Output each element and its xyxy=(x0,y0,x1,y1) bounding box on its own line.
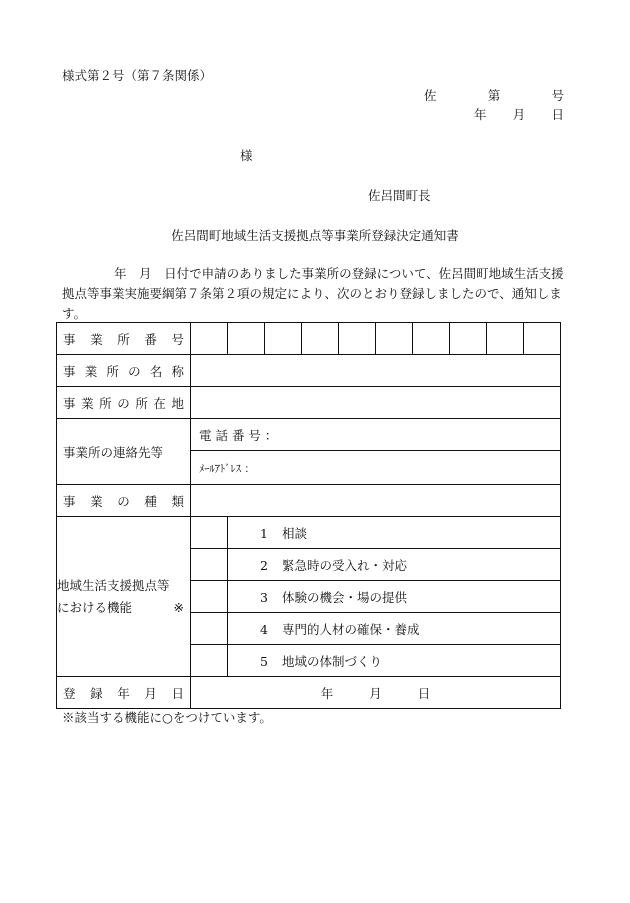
label-char: 名 xyxy=(149,363,163,379)
phone-field[interactable] xyxy=(191,419,561,451)
label-char: 所 xyxy=(106,363,119,379)
function-label xyxy=(57,517,191,677)
label-char: 所 xyxy=(117,331,130,347)
office-number-row xyxy=(57,323,561,355)
label-char: 番 xyxy=(144,331,157,347)
label-char: 年 xyxy=(117,685,130,701)
office-number-label xyxy=(57,323,191,355)
office-number-digit-box[interactable] xyxy=(487,323,524,355)
label-char: 事 xyxy=(63,363,76,379)
label-char: 所 xyxy=(99,395,112,411)
email-label: ﾒｰﾙｱﾄﾞﾚｽ ： xyxy=(199,462,255,475)
registration-info-table xyxy=(56,322,561,709)
office-number-digit-box[interactable] xyxy=(376,323,413,355)
label-char: 称 xyxy=(171,363,184,379)
label-char: 所 xyxy=(135,395,148,411)
function-check-cell[interactable] xyxy=(191,645,228,677)
label-char: の xyxy=(117,493,130,509)
function-item xyxy=(228,645,561,677)
business-type-field[interactable] xyxy=(191,485,561,517)
function-number: 3 xyxy=(260,589,268,605)
function-check-cell[interactable] xyxy=(191,613,228,645)
office-address-row xyxy=(57,387,561,419)
recipient-honorific: 様 xyxy=(240,148,253,163)
function-text: 専門的人材の確保・養成 xyxy=(282,621,420,637)
label-char: 日 xyxy=(171,685,184,701)
issue-date-year: 年 xyxy=(474,107,487,122)
label-char: 登 xyxy=(63,685,76,701)
office-address-field[interactable] xyxy=(191,387,561,419)
body-paragraph: 日付で申請のありました事業所の登録について、佐呂間町地域生活支援拠点等事業実施要綱第７条第２項の規定により、次のとおり登録しましたので、通知します。 xyxy=(62,266,564,321)
office-number-digit-box[interactable] xyxy=(228,323,265,355)
issuer: 佐呂間町長 xyxy=(368,188,431,203)
registration-day: 日 xyxy=(417,685,431,701)
registration-date-field[interactable] xyxy=(191,677,561,709)
function-number: 2 xyxy=(260,557,268,573)
function-row xyxy=(57,517,561,549)
label-char: 類 xyxy=(171,493,184,509)
registration-date-label xyxy=(57,677,191,709)
function-check-cell[interactable] xyxy=(191,581,228,613)
document-number xyxy=(424,86,564,104)
label-char: の xyxy=(128,363,141,379)
office-number-digit-box[interactable] xyxy=(524,323,561,355)
registration-month: 月 xyxy=(369,685,382,701)
contact-phone-row xyxy=(57,419,561,451)
function-text: 緊急時の受入れ・対応 xyxy=(282,557,408,573)
business-type-row xyxy=(57,485,561,517)
function-note-mark: ※ xyxy=(173,599,184,615)
issue-date-month: 月 xyxy=(512,107,526,122)
body-year: 年 xyxy=(114,266,127,281)
label-char: 録 xyxy=(90,685,103,701)
office-number-digit-box[interactable] xyxy=(413,323,450,355)
registration-date-row xyxy=(57,677,561,709)
function-check-cell[interactable] xyxy=(191,517,228,549)
function-text: 体験の機会・場の提供 xyxy=(282,589,408,605)
label-char: 業 xyxy=(81,395,94,411)
office-number-digit-box[interactable] xyxy=(191,323,228,355)
office-number-digit-box[interactable] xyxy=(450,323,487,355)
label-char: 業 xyxy=(90,331,103,347)
label-char: 月 xyxy=(144,685,157,701)
issue-date xyxy=(474,105,564,123)
registration-year: 年 xyxy=(320,685,334,701)
function-number: 4 xyxy=(260,621,268,637)
function-text: 地域の体制づくり xyxy=(282,653,383,669)
issue-date-day: 日 xyxy=(551,107,564,122)
doc-number-prefix: 佐 xyxy=(424,88,437,103)
label-char: 在 xyxy=(153,395,166,411)
office-number-digit-box[interactable] xyxy=(302,323,339,355)
label-char: 号 xyxy=(171,331,184,347)
business-type-label xyxy=(57,485,191,517)
label-char: 事 xyxy=(63,395,76,411)
function-item xyxy=(228,581,561,613)
function-item xyxy=(228,517,561,549)
function-item xyxy=(228,549,561,581)
function-check-cell[interactable] xyxy=(191,549,228,581)
label-char: 業 xyxy=(84,363,98,379)
function-label-line2: における機能 xyxy=(57,599,133,615)
label-char: 業 xyxy=(90,493,103,509)
office-number-digit-box[interactable] xyxy=(265,323,302,355)
body-month: 月 xyxy=(139,266,152,281)
office-name-label xyxy=(57,355,191,387)
phone-label: 電 話 番 号 ： xyxy=(199,427,278,443)
office-name-field[interactable] xyxy=(191,355,561,387)
label-char: の xyxy=(117,395,130,411)
function-text: 相談 xyxy=(282,525,308,541)
email-field[interactable] xyxy=(191,451,561,485)
footnote: ※該当する機能に○をつけています。 xyxy=(62,710,272,725)
function-item xyxy=(228,613,561,645)
office-name-row xyxy=(57,355,561,387)
function-label-line1: 地域生活支援拠点等 xyxy=(57,577,170,593)
doc-number-dai: 第 xyxy=(487,88,501,103)
document-title: 佐呂間町地域生活支援拠点等事業所登録決定通知書 xyxy=(171,228,459,243)
function-number: 5 xyxy=(260,653,268,669)
label-char: 地 xyxy=(171,395,184,411)
label-char: 種 xyxy=(144,493,157,509)
body-text xyxy=(62,264,572,324)
function-number: 1 xyxy=(260,525,268,541)
label-char: 事 xyxy=(63,493,76,509)
form-number: 様式第２号（第７条関係） xyxy=(62,68,213,83)
contact-label: 事業所の連絡先等 xyxy=(57,419,191,485)
office-number-digit-box[interactable] xyxy=(339,323,376,355)
doc-number-go: 号 xyxy=(551,88,564,103)
label-char: 事 xyxy=(63,331,76,347)
office-address-label xyxy=(57,387,191,419)
